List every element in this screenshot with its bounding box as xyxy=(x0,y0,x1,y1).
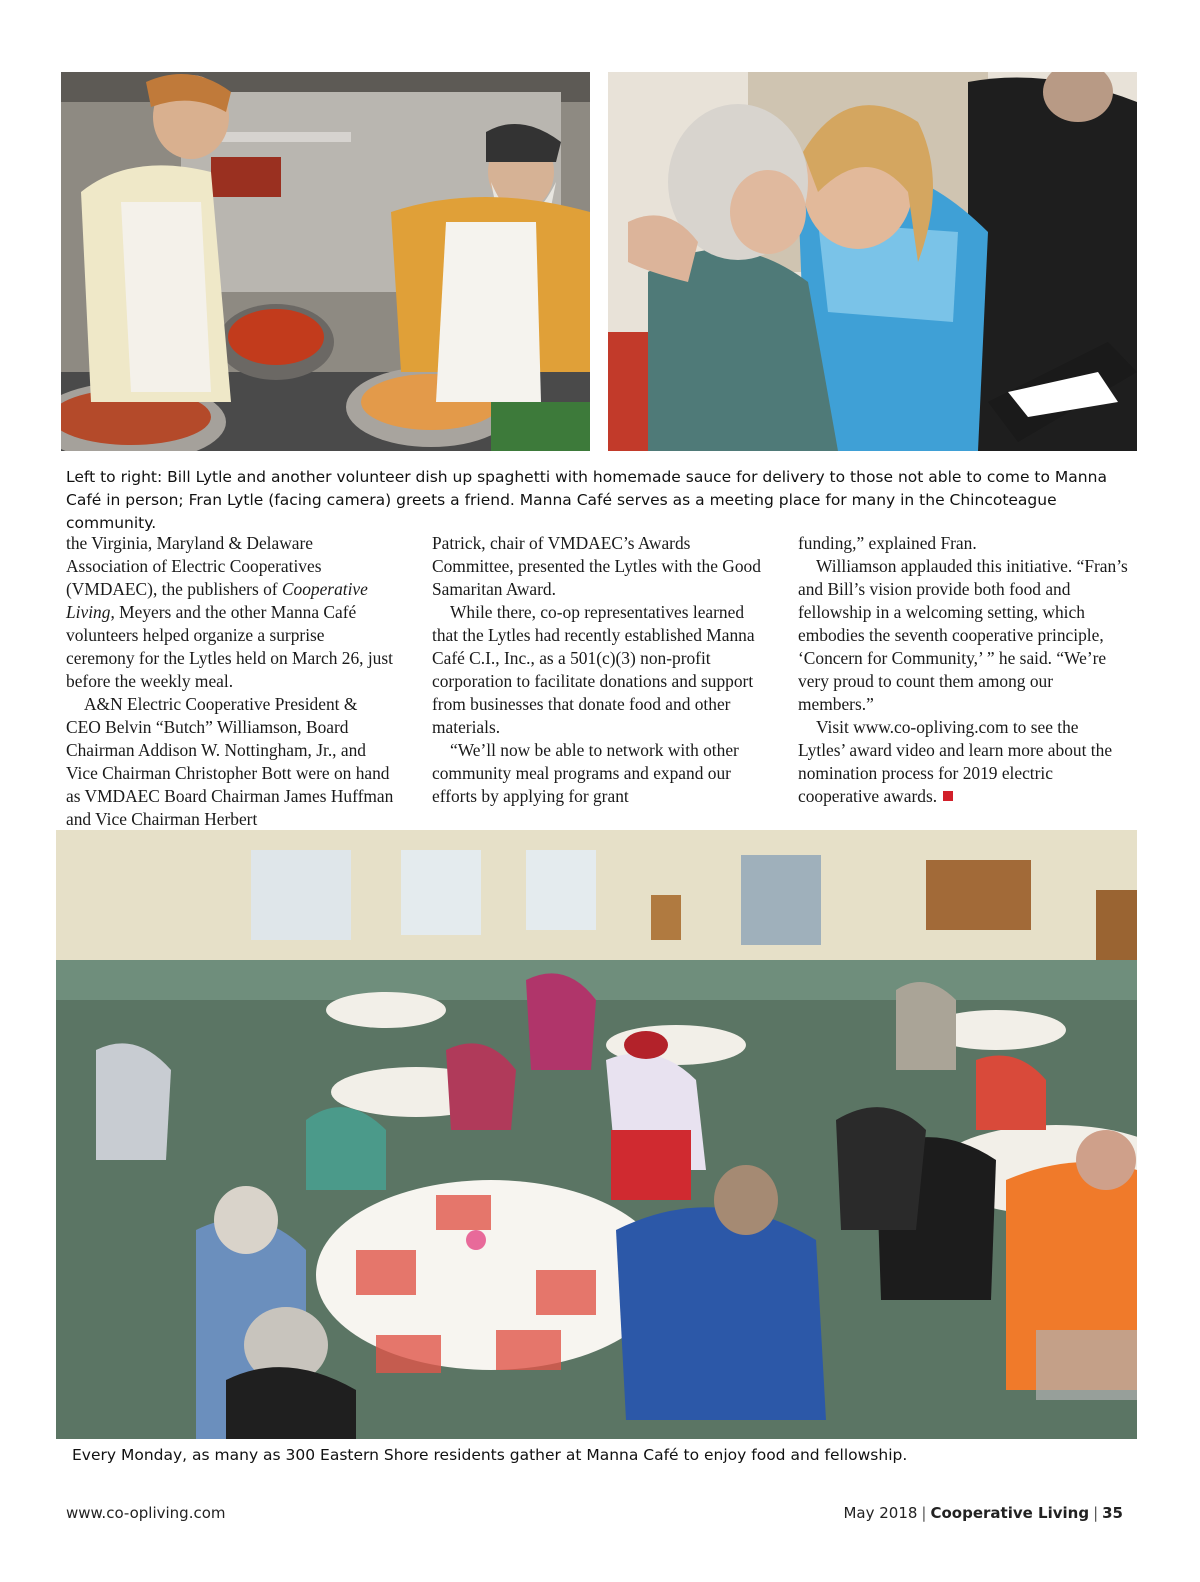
separator: | xyxy=(1093,1504,1099,1522)
separator: | xyxy=(921,1504,927,1522)
text: Visit www.co-opliving.com to see the Lytles’ award video and learn more about the nomination process for 2019 electric cooperative awards. xyxy=(798,717,1113,806)
paragraph xyxy=(66,532,396,693)
footer-website: www.co-opliving.com xyxy=(66,1504,226,1522)
issue-date: May 2018 xyxy=(843,1504,918,1522)
end-of-article-mark xyxy=(943,791,953,801)
photo-caption-bottom: Every Monday, as many as 300 Eastern Shore residents gather at Manna Café to enjoy food and fellowship. xyxy=(72,1446,908,1464)
paragraph: Williamson applauded this initiative. “Fran’s and Bill’s vision provide both food and fellowship in a welcoming setting, which embodies the seventh cooperative principle, ‘Concern for Community,’ ” he said. “We’re very proud to count them among our members.” xyxy=(798,556,1128,714)
article-column-1 xyxy=(66,532,396,831)
publication-title: Cooperative Living xyxy=(66,579,368,622)
photo-dining-hall xyxy=(56,830,1137,1439)
paragraph xyxy=(798,716,1128,808)
photo-kitchen-volunteers xyxy=(61,72,590,451)
photo-caption-top: Left to right: Bill Lytle and another volunteer dish up spaghetti with homemade sauce for delivery to those not able to come to Manna Café in person; Fran Lytle (facing camera) greets a friend. Manna Café serves as a meeting place for many in the Chincoteague community. xyxy=(66,468,1107,532)
paragraph: Patrick, chair of VMDAEC’s Awards Committee, presented the Lytles with the Good Samaritan Award. xyxy=(432,533,761,599)
text: the Virginia, Maryland & Delaware Association of Electric Cooperatives (VMDAEC), the publishers of xyxy=(66,533,322,599)
page-number: 35 xyxy=(1102,1504,1123,1522)
footer-issue-info xyxy=(843,1504,1123,1522)
article-column-2 xyxy=(432,532,762,808)
paragraph: “We’ll now be able to network with other community meal programs and expand our efforts by applying for grant xyxy=(432,740,739,806)
photo-fran-greets-friend xyxy=(608,72,1137,451)
paragraph: funding,” explained Fran. xyxy=(798,533,977,553)
paragraph: A&N Electric Cooperative President & CEO Belvin “Butch” Williamson, Board Chairman Addison W. Nottingham, Jr., and Vice Chairman Christopher Bott were on hand as VMDAEC Board Chairman James Huffman and Vice Chairman Herbert xyxy=(66,694,394,829)
magazine-name: Cooperative Living xyxy=(930,1504,1090,1522)
text: , Meyers and the other Manna Café volunteers helped organize a surprise ceremony for the Lytles held on March 26, just before the weekly meal. xyxy=(66,602,393,691)
paragraph: While there, co-op representatives learned that the Lytles had recently established Manna Café C.I., Inc., as a 501(c)(3) non-profit corporation to facilitate donations and support from businesses that donate food and other materials. xyxy=(432,602,755,737)
article-column-3 xyxy=(798,532,1128,808)
